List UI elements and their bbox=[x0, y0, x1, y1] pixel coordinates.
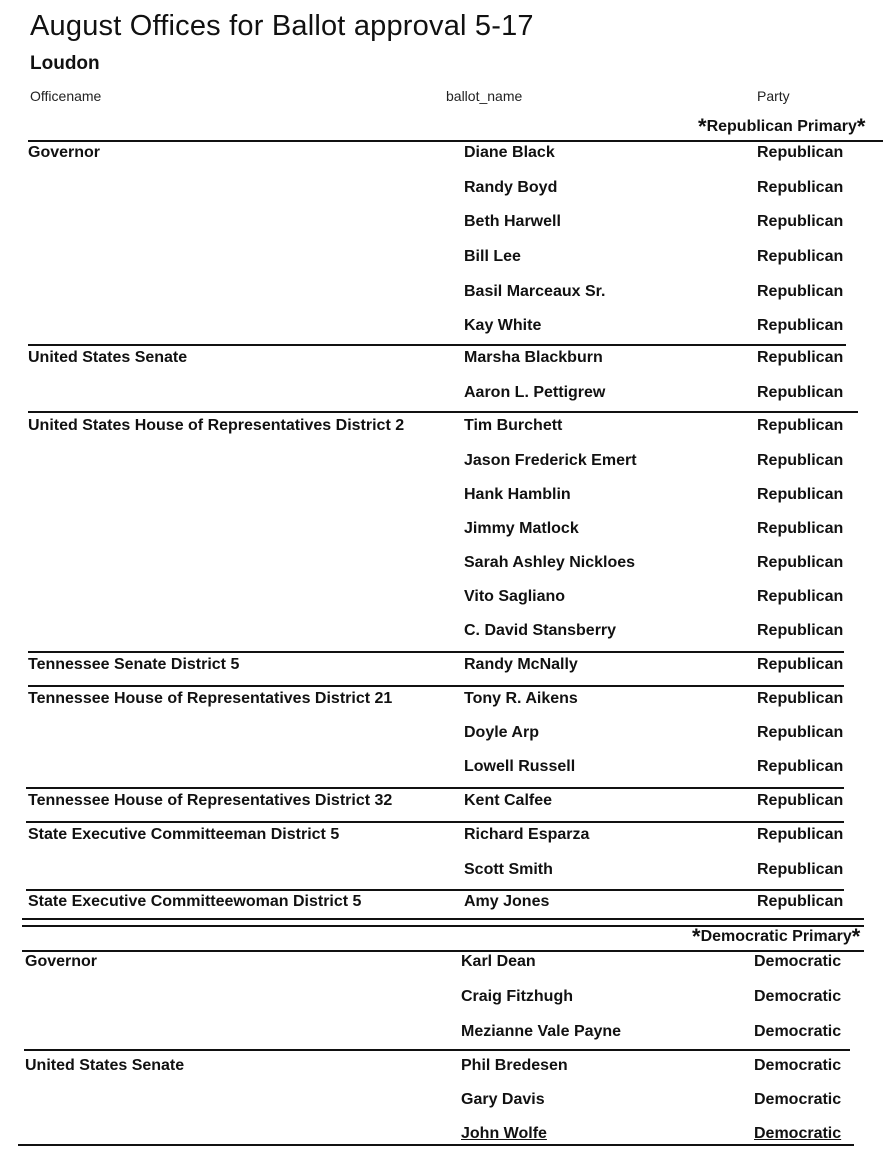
table-row bbox=[0, 1023, 892, 1057]
ballot-name-cell: Aaron L. Pettigrew bbox=[464, 384, 606, 401]
ballot-name-cell: Karl Dean bbox=[461, 953, 536, 970]
party-cell: Democratic bbox=[754, 988, 842, 1005]
party-cell: Republican bbox=[757, 622, 844, 639]
table-row bbox=[0, 826, 892, 860]
party-cell: Republican bbox=[757, 520, 844, 537]
party-cell: Republican bbox=[757, 554, 844, 571]
section-divider bbox=[28, 140, 883, 142]
party-cell: Republican bbox=[757, 384, 844, 401]
party-cell: Republican bbox=[757, 317, 844, 334]
ballot-name-cell: Mezianne Vale Payne bbox=[461, 1023, 622, 1040]
asterisk-mark-icon: * bbox=[856, 114, 866, 139]
table-row bbox=[0, 452, 892, 486]
party-cell: Republican bbox=[757, 417, 844, 434]
ballot-name-cell: C. David Stansberry bbox=[464, 622, 617, 639]
party-cell: Republican bbox=[757, 826, 844, 843]
party-cell: Republican bbox=[757, 893, 844, 910]
office-divider bbox=[26, 787, 844, 789]
office-divider bbox=[28, 685, 844, 687]
party-cell: Republican bbox=[757, 144, 844, 161]
table-row bbox=[0, 690, 892, 724]
ballot-name-cell: Doyle Arp bbox=[464, 724, 539, 741]
party-cell: Republican bbox=[757, 283, 844, 300]
table-row bbox=[0, 213, 892, 247]
party-cell: Democratic bbox=[754, 1023, 842, 1040]
party-cell: Republican bbox=[757, 758, 844, 775]
ballot-name-cell: Phil Bredesen bbox=[461, 1057, 568, 1074]
party-cell: Republican bbox=[757, 486, 844, 503]
ballot-name-cell: Richard Esparza bbox=[464, 826, 590, 843]
office-cell: United States House of Representatives District 2 bbox=[28, 417, 405, 434]
ballot-name-cell: Sarah Ashley Nickloes bbox=[464, 554, 636, 571]
table-row bbox=[0, 144, 892, 178]
ballot-name-cell: Gary Davis bbox=[461, 1091, 545, 1108]
column-header-ballot-name: ballot_name bbox=[446, 88, 523, 104]
column-header-officename: Officename bbox=[30, 88, 102, 104]
table-row bbox=[0, 953, 892, 987]
table-row bbox=[0, 588, 892, 622]
table-row bbox=[0, 349, 892, 383]
column-header-party: Party bbox=[757, 88, 790, 104]
ballot-name-cell: Randy Boyd bbox=[464, 179, 558, 196]
party-cell: Republican bbox=[757, 792, 844, 809]
table-row bbox=[0, 893, 892, 927]
republican-primary-heading bbox=[698, 114, 866, 139]
party-cell: Republican bbox=[757, 349, 844, 366]
ballot-name-cell: Kent Calfee bbox=[464, 792, 553, 809]
ballot-name-cell: Craig Fitzhugh bbox=[461, 988, 573, 1005]
ballot-name-cell: Lowell Russell bbox=[464, 758, 576, 775]
party-cell: Republican bbox=[757, 248, 844, 265]
office-divider bbox=[28, 344, 846, 346]
ballot-name-cell: Diane Black bbox=[464, 144, 555, 161]
office-divider bbox=[28, 411, 858, 413]
table-row bbox=[0, 554, 892, 588]
primary-label: Republican Primary bbox=[706, 118, 857, 135]
table-row bbox=[0, 520, 892, 554]
ballot-name-cell: Jimmy Matlock bbox=[464, 520, 579, 537]
office-divider bbox=[26, 889, 844, 891]
ballot-name-cell: Amy Jones bbox=[464, 893, 550, 910]
ballot-name-cell: Jason Frederick Emert bbox=[464, 452, 637, 469]
office-divider bbox=[24, 1049, 850, 1051]
table-row bbox=[0, 248, 892, 282]
office-cell: State Executive Committeeman District 5 bbox=[28, 826, 340, 843]
ballot-name-cell: Scott Smith bbox=[464, 861, 553, 878]
party-cell: Republican bbox=[757, 452, 844, 469]
bottom-divider bbox=[18, 1144, 854, 1146]
office-cell: State Executive Committeewoman District 5 bbox=[28, 893, 362, 910]
party-cell: Republican bbox=[757, 861, 844, 878]
ballot-name-cell: Bill Lee bbox=[464, 248, 521, 265]
party-cell: Republican bbox=[757, 690, 844, 707]
office-divider bbox=[28, 651, 844, 653]
table-row bbox=[0, 724, 892, 758]
asterisk-mark-icon: * bbox=[692, 924, 701, 949]
party-cell: Democratic bbox=[754, 1125, 842, 1142]
office-divider bbox=[26, 821, 844, 823]
ballot-name-cell: John Wolfe bbox=[461, 1125, 547, 1142]
table-row bbox=[0, 988, 892, 1022]
section-double-divider bbox=[22, 925, 864, 927]
primary-label: Democratic Primary bbox=[700, 928, 852, 945]
ballot-name-cell: Beth Harwell bbox=[464, 213, 561, 230]
ballot-name-cell: Marsha Blackburn bbox=[464, 349, 603, 366]
section-divider bbox=[22, 950, 864, 952]
asterisk-mark-icon: * bbox=[698, 114, 707, 139]
office-cell: United States Senate bbox=[28, 349, 188, 366]
table-row bbox=[0, 283, 892, 317]
office-cell: Governor bbox=[28, 144, 101, 161]
office-cell: Tennessee House of Representatives District 32 bbox=[28, 792, 393, 809]
office-cell: United States Senate bbox=[25, 1057, 185, 1074]
office-cell: Tennessee Senate District 5 bbox=[28, 656, 240, 673]
party-cell: Republican bbox=[757, 588, 844, 605]
ballot-name-cell: Tony R. Aikens bbox=[464, 690, 578, 707]
ballot-name-cell: Basil Marceaux Sr. bbox=[464, 283, 606, 300]
table-row bbox=[0, 179, 892, 213]
document-title: August Offices for Ballot approval 5-17 bbox=[30, 10, 534, 42]
office-cell: Tennessee House of Representatives District 21 bbox=[28, 690, 393, 707]
section-double-divider bbox=[22, 918, 864, 920]
ballot-name-cell: Randy McNally bbox=[464, 656, 578, 673]
table-row bbox=[0, 1125, 892, 1159]
table-row bbox=[0, 1091, 892, 1125]
party-cell: Democratic bbox=[754, 953, 842, 970]
table-row bbox=[0, 417, 892, 451]
party-cell: Republican bbox=[757, 213, 844, 230]
party-cell: Republican bbox=[757, 656, 844, 673]
asterisk-mark-icon: * bbox=[851, 924, 861, 949]
ballot-name-cell: Hank Hamblin bbox=[464, 486, 571, 503]
party-cell: Democratic bbox=[754, 1057, 842, 1074]
office-cell: Governor bbox=[25, 953, 98, 970]
ballot-name-cell: Kay White bbox=[464, 317, 542, 334]
table-row bbox=[0, 1057, 892, 1091]
table-row bbox=[0, 486, 892, 520]
ballot-name-cell: Vito Sagliano bbox=[464, 588, 566, 605]
party-cell: Republican bbox=[757, 724, 844, 741]
party-cell: Democratic bbox=[754, 1091, 842, 1108]
democratic-primary-heading bbox=[692, 924, 861, 949]
ballot-name-cell: Tim Burchett bbox=[464, 417, 563, 434]
county-heading: Loudon bbox=[30, 53, 100, 74]
party-cell: Republican bbox=[757, 179, 844, 196]
